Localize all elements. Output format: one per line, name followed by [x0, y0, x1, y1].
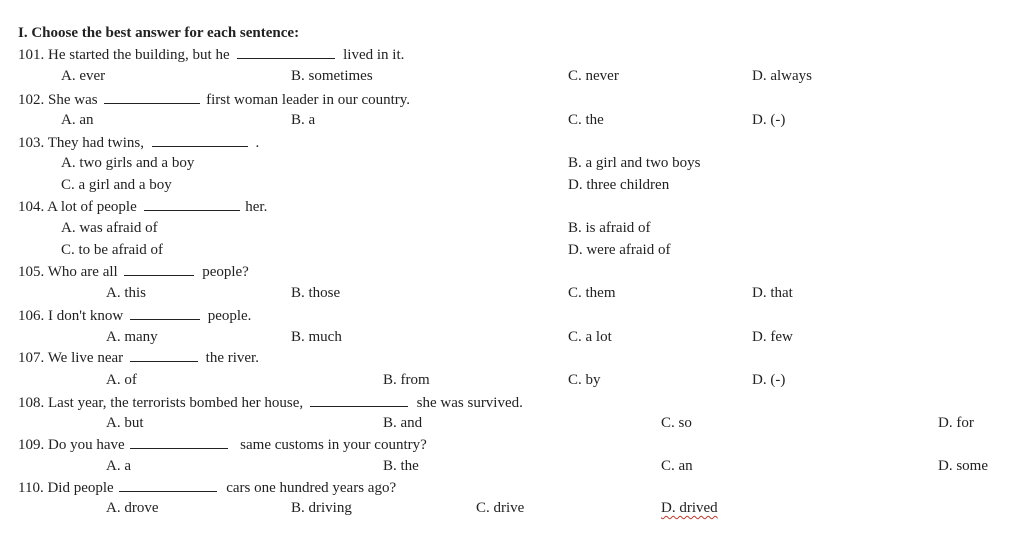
question-108-blank: [310, 393, 408, 407]
question-109-stem-start: 109. Do you have: [18, 437, 125, 453]
question-104-option-c: C. to be afraid of: [61, 242, 164, 258]
question-103-stem-end: .: [255, 135, 260, 151]
question-107-option-a: A. of: [106, 372, 137, 388]
question-105-blank: [124, 262, 194, 276]
question-110-option-b: B. driving: [291, 500, 352, 516]
question-104-option-a: A. was afraid of: [61, 220, 158, 236]
question-102-option-d: D. (-): [752, 112, 786, 128]
question-103-option-c: C. a girl and a boy: [61, 177, 172, 193]
question-108-stem-start: 108. Last year, the terrorists bombed her house,: [18, 395, 304, 411]
question-110-blank: [119, 478, 217, 492]
question-108-option-c: C. so: [661, 415, 692, 431]
question-103-stem-start: 103. They had twins,: [18, 135, 144, 151]
question-110-option-c: C. drive: [476, 500, 525, 516]
question-104-option-d: D. were afraid of: [568, 242, 671, 258]
section-title: I. Choose the best answer for each sentence:: [18, 25, 300, 41]
question-110-option-a: A. drove: [106, 500, 159, 516]
question-101-option-b: B. sometimes: [291, 68, 373, 84]
question-110-stem: [18, 478, 396, 497]
question-105-stem-end: people?: [202, 264, 249, 280]
question-107-stem-start: 107. We live near: [18, 350, 124, 366]
question-103-option-d: D. three children: [568, 177, 670, 193]
question-101-blank: [237, 45, 335, 59]
question-107-option-d: D. (-): [752, 372, 786, 388]
question-109-option-d: D. some: [938, 458, 988, 474]
question-101-option-d: D. always: [752, 68, 812, 84]
question-102-stem-start: 102. She was: [18, 92, 98, 108]
question-109-option-b: B. the: [383, 458, 419, 474]
question-108-stem: [18, 393, 523, 412]
question-102-blank: [104, 90, 200, 104]
question-103-blank: [152, 133, 248, 147]
question-104-stem-start: 104. A lot of people: [18, 199, 137, 215]
question-110-stem-start: 110. Did people: [18, 480, 114, 496]
question-101-stem-end: lived in it.: [343, 47, 405, 63]
question-103-option-a: A. two girls and a boy: [61, 155, 195, 171]
question-110-option-d: D. drived: [661, 500, 718, 516]
question-105-option-b: B. those: [291, 285, 341, 301]
question-106-stem-end: people.: [207, 308, 252, 324]
question-106-option-c: C. a lot: [568, 329, 612, 345]
question-103-option-b: B. a girl and two boys: [568, 155, 701, 171]
question-107-blank: [130, 348, 198, 362]
question-102-stem: [18, 90, 410, 109]
question-109-option-c: C. an: [661, 458, 693, 474]
question-109-stem-end: same customs in your country?: [240, 437, 427, 453]
question-105-option-a: A. this: [106, 285, 147, 301]
question-108-stem-end: she was survived.: [416, 395, 523, 411]
question-101-option-a: A. ever: [61, 68, 106, 84]
question-108-option-b: B. and: [383, 415, 423, 431]
question-106-blank: [130, 306, 200, 320]
question-105-option-c: C. them: [568, 285, 616, 301]
question-107-stem-end: the river.: [205, 350, 259, 366]
question-101-stem: [18, 45, 404, 64]
question-105-option-d: D. that: [752, 285, 793, 301]
question-108-option-a: A. but: [106, 415, 144, 431]
question-109-stem: [18, 435, 427, 454]
question-107-stem: [18, 348, 259, 367]
question-102-stem-end: first woman leader in our country.: [206, 92, 411, 108]
question-106-stem: [18, 306, 251, 325]
question-102-option-a: A. an: [61, 112, 94, 128]
question-101-option-c: C. never: [568, 68, 619, 84]
question-106-option-d: D. few: [752, 329, 793, 345]
question-102-option-c: C. the: [568, 112, 604, 128]
question-109-option-a: A. a: [106, 458, 131, 474]
question-107-option-b: B. from: [383, 372, 430, 388]
question-104-blank: [144, 197, 240, 211]
question-105-stem: [18, 262, 249, 281]
question-102-option-b: B. a: [291, 112, 316, 128]
question-110-stem-end: cars one hundred years ago?: [226, 480, 397, 496]
question-109-blank: [130, 435, 228, 449]
question-106-option-a: A. many: [106, 329, 158, 345]
question-108-option-d: D. for: [938, 415, 974, 431]
question-104-stem-end: her.: [245, 199, 268, 215]
question-105-stem-start: 105. Who are all: [18, 264, 118, 280]
question-104-option-b: B. is afraid of: [568, 220, 651, 236]
question-106-option-b: B. much: [291, 329, 342, 345]
question-106-stem-start: 106. I don't know: [18, 308, 124, 324]
question-103-stem: [18, 133, 259, 152]
question-107-option-c: C. by: [568, 372, 601, 388]
question-104-stem: [18, 197, 267, 216]
question-101-stem-start: 101. He started the building, but he: [18, 47, 230, 63]
